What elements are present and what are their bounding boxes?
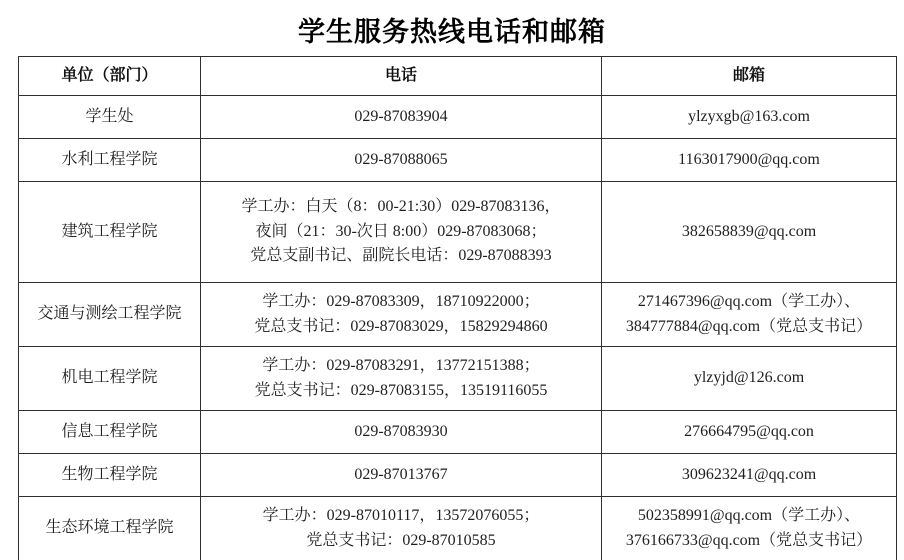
- table-row: [19, 454, 897, 497]
- cell-department: [19, 182, 201, 283]
- cell-line: 机电工程学院: [61, 369, 158, 387]
- cell-email: [602, 139, 897, 182]
- table-row: [19, 411, 897, 454]
- page-title: 学生服务热线电话和邮箱: [298, 17, 606, 47]
- cell-line: 学工办：029-87083309，18710922000；: [262, 292, 540, 310]
- cell-line: 党总支书记：029-87083155，13519116055: [254, 381, 548, 399]
- cell-department: [19, 454, 201, 497]
- cell-line: 029-87083904: [354, 107, 448, 125]
- header-department: 单位（部门）: [19, 57, 201, 96]
- cell-line: 029-87013767: [354, 465, 448, 483]
- cell-line: 384777884@qq.com（党总支书记）: [625, 317, 873, 335]
- cell-line: 党总支书记：029-87083029，15829294860: [254, 317, 548, 335]
- cell-line: 029-87083930: [354, 422, 448, 440]
- cell-line: 1163017900@qq.com: [678, 150, 820, 168]
- cell-department: [19, 283, 201, 347]
- cell-line: 学工办：白天（8：00-21:30）029-87083136，: [241, 197, 561, 215]
- cell-phone: [201, 347, 602, 411]
- cell-line: 党总支书记：029-87010585: [306, 531, 496, 549]
- cell-line: 生物工程学院: [61, 465, 158, 483]
- cell-department: [19, 411, 201, 454]
- table-header: [19, 57, 897, 96]
- cell-department: [19, 96, 201, 139]
- cell-email: [602, 411, 897, 454]
- cell-phone: [201, 182, 602, 283]
- cell-line: 党总支副书记、副院长电话：029-87088393: [250, 247, 552, 265]
- table-row: [19, 139, 897, 182]
- cell-line: 信息工程学院: [61, 422, 158, 440]
- table-row: [19, 283, 897, 347]
- table-row: [19, 182, 897, 283]
- cell-line: 382658839@qq.com: [681, 222, 817, 240]
- cell-department: [19, 347, 201, 411]
- cell-email: [602, 454, 897, 497]
- cell-line: ylzyjd@126.com: [693, 369, 805, 387]
- cell-line: 夜间（21：30-次日 8:00）029-87083068；: [255, 222, 547, 240]
- cell-line: 学生处: [85, 107, 134, 125]
- cell-phone: [201, 283, 602, 347]
- cell-line: 交通与测绘工程学院: [37, 305, 182, 323]
- cell-email: [602, 497, 897, 560]
- cell-email: [602, 182, 897, 283]
- cell-phone: [201, 96, 602, 139]
- table-row: [19, 96, 897, 139]
- cell-line: 271467396@qq.com（学工办）、: [637, 292, 861, 310]
- table-body: [19, 96, 897, 560]
- table-row: [19, 497, 897, 560]
- cell-line: 276664795@qq.con: [684, 422, 814, 440]
- cell-email: [602, 96, 897, 139]
- cell-email: [602, 283, 897, 347]
- header-email: 邮箱: [602, 57, 897, 96]
- cell-line: ylzyxgb@163.com: [688, 107, 810, 125]
- cell-line: 生态环境工程学院: [45, 519, 174, 537]
- cell-line: 学工办：029-87083291，13772151388；: [262, 356, 540, 374]
- contact-table: [18, 56, 897, 560]
- cell-line: 水利工程学院: [61, 150, 158, 168]
- cell-line: 学工办：029-87010117，13572076055；: [262, 506, 540, 524]
- cell-line: 502358991@qq.com（学工办）、: [637, 506, 861, 524]
- cell-phone: [201, 139, 602, 182]
- cell-line: 029-87088065: [354, 150, 448, 168]
- cell-department: [19, 139, 201, 182]
- cell-line: 309623241@qq.com: [681, 465, 817, 483]
- table-row: [19, 347, 897, 411]
- cell-department: [19, 497, 201, 560]
- header-row: [19, 57, 897, 96]
- cell-phone: [201, 454, 602, 497]
- cell-phone: [201, 411, 602, 454]
- header-phone: 电话: [201, 57, 602, 96]
- cell-line: 建筑工程学院: [61, 222, 158, 240]
- cell-phone: [201, 497, 602, 560]
- cell-email: [602, 347, 897, 411]
- cell-line: 376166733@qq.com（党总支书记）: [625, 531, 873, 549]
